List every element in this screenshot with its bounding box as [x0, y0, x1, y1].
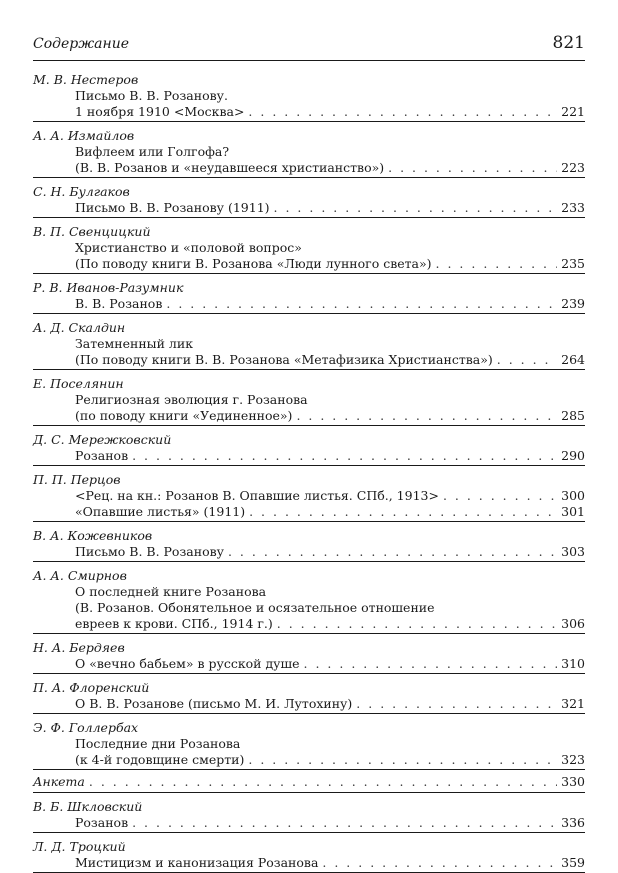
running-header: [33, 33, 585, 61]
author-name: С. Н. Булгаков: [33, 184, 130, 199]
entry-page: 301: [561, 504, 585, 519]
toc-entry: [33, 855, 585, 873]
toc-entry-row[interactable]: [75, 504, 585, 520]
entry-page: 223: [561, 160, 585, 175]
author-name: Н. А. Бердяев: [33, 640, 125, 655]
page-number: 821: [552, 33, 585, 53]
entry-page: 285: [561, 408, 585, 423]
toc-entry-row[interactable]: [75, 256, 585, 272]
entry-title: Розанов: [75, 815, 129, 830]
toc-entry-row[interactable]: [75, 696, 585, 712]
entry-page: 310: [561, 656, 585, 671]
dot-leader: [248, 104, 557, 120]
author-name: Е. Поселянин: [33, 376, 124, 391]
toc-entry-row[interactable]: [75, 352, 585, 368]
entry-title: евреев к крови. СПб., 1914 г.): [75, 616, 273, 631]
dot-leader: [249, 504, 557, 520]
dot-leader: [132, 815, 557, 831]
toc-section: [33, 178, 585, 218]
author-name: П. П. Перцов: [33, 472, 121, 487]
dot-leader: [322, 855, 557, 871]
toc-entry: [33, 584, 585, 634]
toc-entry-row[interactable]: [75, 752, 585, 768]
dot-leader: [274, 200, 557, 216]
toc-entry: [33, 144, 585, 178]
dot-leader: [388, 160, 557, 176]
toc-entry-row[interactable]: [75, 104, 585, 120]
entry-title: Розанов: [75, 448, 129, 463]
entry-page: 264: [561, 352, 585, 367]
work-title-line: Письмо В. В. Розанову.: [75, 88, 228, 103]
dot-leader: [228, 544, 557, 560]
entry-page: 235: [561, 256, 585, 271]
toc-section: [33, 370, 585, 426]
entry-title: В. В. Розанов: [75, 296, 163, 311]
entry-page: 330: [561, 774, 585, 789]
toc-section: [33, 674, 585, 714]
toc-entry-row[interactable]: [75, 200, 585, 216]
toc-entry: [33, 815, 585, 833]
toc-entry-row[interactable]: [33, 774, 585, 790]
entry-page: 303: [561, 544, 585, 559]
entry-page: 359: [561, 855, 585, 870]
work-title-line: Христианство и «половой вопрос»: [75, 240, 302, 255]
entry-page: 300: [561, 488, 585, 503]
toc-entry: [33, 448, 585, 466]
toc-entry-row[interactable]: [75, 544, 585, 560]
work-title-line: Вифлеем или Голгофа?: [75, 144, 230, 159]
toc-section: [33, 634, 585, 674]
dot-leader: [132, 448, 557, 464]
dot-leader: [356, 696, 557, 712]
work-title-line: Религиозная эволюция г. Розанова: [75, 392, 308, 407]
entry-title: Мистицизм и канонизация Розанова: [75, 855, 319, 870]
entry-page: 323: [561, 752, 585, 767]
author-name: П. А. Флоренский: [33, 680, 150, 695]
toc-entry: [33, 488, 585, 522]
entry-title: О В. В. Розанове (письмо М. И. Лутохину): [75, 696, 353, 711]
toc-section: [33, 274, 585, 314]
toc-section: [33, 793, 585, 833]
toc-entry: [33, 200, 585, 218]
author-name: А. А. Измайлов: [33, 128, 135, 143]
toc-entry-row[interactable]: [75, 448, 585, 464]
entry-page: 239: [561, 296, 585, 311]
entry-title: Письмо В. В. Розанову: [75, 544, 224, 559]
author-name: А. Д. Скалдин: [33, 320, 126, 335]
toc-entry: [33, 88, 585, 122]
entry-title: «Опавшие листья» (1911): [75, 504, 246, 519]
author-name: Л. Д. Троцкий: [33, 839, 126, 854]
entry-page: 336: [561, 815, 585, 830]
dot-leader: [497, 352, 557, 368]
work-title-line: (В. Розанов. Обонятельное и осязательное отношение: [75, 600, 435, 615]
toc-section: [33, 833, 585, 873]
toc-section: [33, 714, 585, 770]
toc-entry: [33, 240, 585, 274]
entry-title: <Рец. на кн.: Розанов В. Опавшие листья. СПб., 1913>: [75, 488, 439, 503]
entry-title: Письмо В. В. Розанову (1911): [75, 200, 270, 215]
toc-section: [33, 562, 585, 634]
toc-entry: [33, 736, 585, 770]
toc-section: [33, 522, 585, 562]
toc-entry: [33, 696, 585, 714]
dot-leader: [166, 296, 557, 312]
entry-page: 221: [561, 104, 585, 119]
entry-title: (В. В. Розанов и «неудавшееся христианство»): [75, 160, 385, 175]
entry-title: О «вечно бабьем» в русской душе: [75, 656, 300, 671]
dot-leader: [277, 616, 557, 632]
toc-entry: [33, 336, 585, 370]
toc-section-questionnaire: [33, 770, 585, 793]
toc-entry-row[interactable]: [75, 815, 585, 831]
author-name: В. Б. Шкловский: [33, 799, 143, 814]
toc-section: [33, 66, 585, 122]
toc-entry-row[interactable]: [75, 656, 585, 672]
dot-leader: [89, 774, 557, 790]
work-title-line: Затемненный лик: [75, 336, 194, 351]
entry-title: (По поводу книги В. Розанова «Люди лунного света»): [75, 256, 432, 271]
author-name: В. П. Свенцицкий: [33, 224, 151, 239]
toc-entry: [33, 656, 585, 674]
toc-section: [33, 122, 585, 178]
entry-page: 233: [561, 200, 585, 215]
author-name: А. А. Смирнов: [33, 568, 127, 583]
toc-section: [33, 426, 585, 466]
dot-leader: [443, 488, 557, 504]
author-name: М. В. Нестеров: [33, 72, 139, 87]
toc-section: [33, 314, 585, 370]
dot-leader: [248, 752, 557, 768]
author-name: Д. С. Мережковский: [33, 432, 172, 447]
table-of-contents: [33, 66, 585, 873]
toc-section: [33, 466, 585, 522]
author-name: Э. Ф. Голлербах: [33, 720, 139, 735]
dot-leader: [304, 656, 557, 672]
entry-title: (по поводу книги «Уединенное»): [75, 408, 293, 423]
toc-entry-row[interactable]: [75, 408, 585, 424]
entry-page: 306: [561, 616, 585, 631]
toc-entry-row[interactable]: [75, 616, 585, 632]
dot-leader: [296, 408, 557, 424]
work-title-line: О последней книге Розанова: [75, 584, 267, 599]
entry-title: (к 4-й годовщине смерти): [75, 752, 245, 767]
entry-title: 1 ноября 1910 <Москва>: [75, 104, 245, 119]
toc-entry-row[interactable]: [75, 488, 585, 504]
running-title: Содержание: [33, 36, 130, 52]
toc-section: [33, 218, 585, 274]
toc-entry-row[interactable]: [75, 296, 585, 312]
author-name: Р. В. Иванов-Разумник: [33, 280, 184, 295]
work-title-line: Последние дни Розанова: [75, 736, 241, 751]
dot-leader: [436, 256, 557, 272]
author-name: В. А. Кожевников: [33, 528, 153, 543]
toc-entry-row[interactable]: [75, 855, 585, 871]
entry-page: 321: [561, 696, 585, 711]
toc-entry: [33, 392, 585, 426]
entry-page: 290: [561, 448, 585, 463]
entry-title: (По поводу книги В. В. Розанова «Метафизика Христианства»): [75, 352, 493, 367]
toc-entry: [33, 296, 585, 314]
entry-title: Анкета: [33, 774, 85, 789]
toc-entry-row[interactable]: [75, 160, 585, 176]
toc-entry: [33, 544, 585, 562]
